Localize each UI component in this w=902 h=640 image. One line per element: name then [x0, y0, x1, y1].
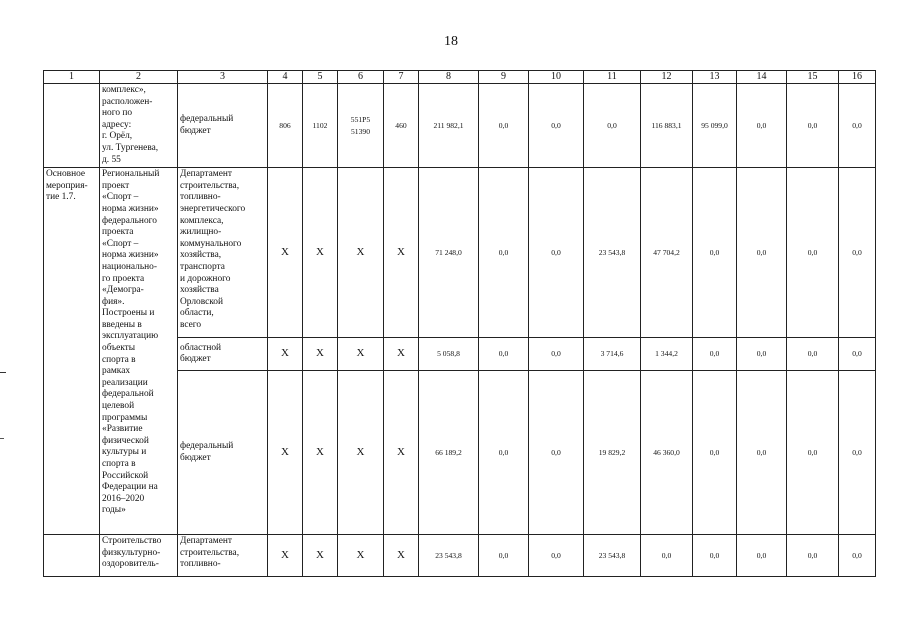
value-cell: 0,0: [479, 371, 529, 535]
x-mark: Х: [268, 338, 303, 371]
col-header: 12: [641, 71, 693, 84]
value-cell: 0,0: [529, 84, 584, 168]
x-mark: Х: [303, 338, 338, 371]
cell-empty: [44, 535, 100, 577]
value-cell: 0,0: [737, 84, 787, 168]
table-row: [44, 535, 876, 577]
value-cell: 116 883,1: [641, 84, 693, 168]
col-header: 14: [737, 71, 787, 84]
value-cell: 0,0: [787, 168, 839, 338]
value-cell: 23 543,8: [419, 535, 479, 577]
object-name-cell: комплекс», расположен- ного по адресу: г. Орёл, ул. Тургенева, д. 55: [100, 84, 178, 168]
value-cell: 0,0: [479, 168, 529, 338]
value-cell: 47 704,2: [641, 168, 693, 338]
executor-cell: Департамент строительства, топливно- энергетического комплекса, жилищно- коммунального хозяйства, транспорта и дорожного хозяйства Орловской области, всего: [178, 168, 268, 338]
cell-empty: [44, 84, 100, 168]
value-cell: 0,0: [693, 168, 737, 338]
value-cell: 0,0: [787, 535, 839, 577]
col-header: 5: [303, 71, 338, 84]
value-cell: 0,0: [641, 535, 693, 577]
value-cell: 211 982,1: [419, 84, 479, 168]
value-cell: 5 058,8: [419, 338, 479, 371]
vr-code: 460: [384, 84, 419, 168]
x-mark: Х: [384, 338, 419, 371]
x-mark: Х: [338, 168, 384, 338]
value-cell: 0,0: [479, 338, 529, 371]
value-cell: 0,0: [839, 168, 876, 338]
value-cell: 0,0: [479, 535, 529, 577]
x-mark: Х: [384, 535, 419, 577]
value-cell: 0,0: [737, 168, 787, 338]
col-header: 1: [44, 71, 100, 84]
scan-edge-mark-lower: [0, 438, 4, 439]
value-cell: 0,0: [529, 535, 584, 577]
value-cell: 23 543,8: [584, 535, 641, 577]
col-header: 3: [178, 71, 268, 84]
col-header: 7: [384, 71, 419, 84]
executor-cell: федеральный бюджет: [178, 371, 268, 535]
col-header: 13: [693, 71, 737, 84]
value-cell: 0,0: [839, 535, 876, 577]
executor-cell: областной бюджет: [178, 338, 268, 371]
x-mark: Х: [338, 371, 384, 535]
value-cell: 1 344,2: [641, 338, 693, 371]
col-header: 2: [100, 71, 178, 84]
x-mark: Х: [303, 168, 338, 338]
value-cell: 0,0: [584, 84, 641, 168]
activity-description-cell: Региональный проект «Спорт – норма жизни» федерального проекта «Спорт – норма жизни» национально- го проекта «Демогра- фия». Построены и введены в эксплуатацию объекты спорта в рамках реализации федеральной целевой программы «Развитие физической культуры и спорта в Российской Федерации на 2016–2020 годы»: [100, 168, 178, 535]
value-cell: 0,0: [529, 168, 584, 338]
col-header: 4: [268, 71, 303, 84]
value-cell: 46 360,0: [641, 371, 693, 535]
table-row: [44, 84, 876, 168]
x-mark: Х: [268, 168, 303, 338]
executor-cell: Департамент строительства, топливно-: [178, 535, 268, 577]
col-header: 15: [787, 71, 839, 84]
x-mark: Х: [384, 371, 419, 535]
col-header: 8: [419, 71, 479, 84]
x-mark: Х: [268, 535, 303, 577]
x-mark: Х: [338, 338, 384, 371]
value-cell: 0,0: [529, 338, 584, 371]
value-cell: 0,0: [693, 535, 737, 577]
col-header: 6: [338, 71, 384, 84]
x-mark: Х: [303, 535, 338, 577]
grbs-code: 806: [268, 84, 303, 168]
value-cell: 0,0: [737, 371, 787, 535]
col-header: 9: [479, 71, 529, 84]
col-header: 16: [839, 71, 876, 84]
value-cell: 0,0: [787, 84, 839, 168]
page-number: 18: [444, 34, 458, 49]
rzpr-code: 1102: [303, 84, 338, 168]
x-mark: Х: [338, 535, 384, 577]
value-cell: 23 543,8: [584, 168, 641, 338]
value-cell: 0,0: [479, 84, 529, 168]
value-cell: 3 714,6: [584, 338, 641, 371]
value-cell: 0,0: [529, 371, 584, 535]
col-header: 11: [584, 71, 641, 84]
value-cell: 0,0: [737, 338, 787, 371]
object-name-cell: Строительство физкультурно- оздоровитель-: [100, 535, 178, 577]
value-cell: 0,0: [839, 338, 876, 371]
value-cell: 0,0: [737, 535, 787, 577]
executor-cell: федеральный бюджет: [178, 84, 268, 168]
value-cell: 0,0: [839, 371, 876, 535]
value-cell: 71 248,0: [419, 168, 479, 338]
col-header: 10: [529, 71, 584, 84]
x-mark: Х: [268, 371, 303, 535]
table-row: [44, 168, 876, 338]
value-cell: 0,0: [839, 84, 876, 168]
value-cell: 19 829,2: [584, 371, 641, 535]
x-mark: Х: [303, 371, 338, 535]
csr-code: 551P5 51390: [338, 84, 384, 168]
value-cell: 0,0: [787, 371, 839, 535]
budget-table: [43, 70, 876, 577]
value-cell: 95 099,0: [693, 84, 737, 168]
column-number-row: [44, 71, 876, 84]
value-cell: 0,0: [787, 338, 839, 371]
value-cell: 0,0: [693, 371, 737, 535]
value-cell: 0,0: [693, 338, 737, 371]
value-cell: 66 189,2: [419, 371, 479, 535]
scan-edge-mark: [0, 372, 6, 373]
x-mark: Х: [384, 168, 419, 338]
activity-number-cell: Основное мероприя- тие 1.7.: [44, 168, 100, 535]
